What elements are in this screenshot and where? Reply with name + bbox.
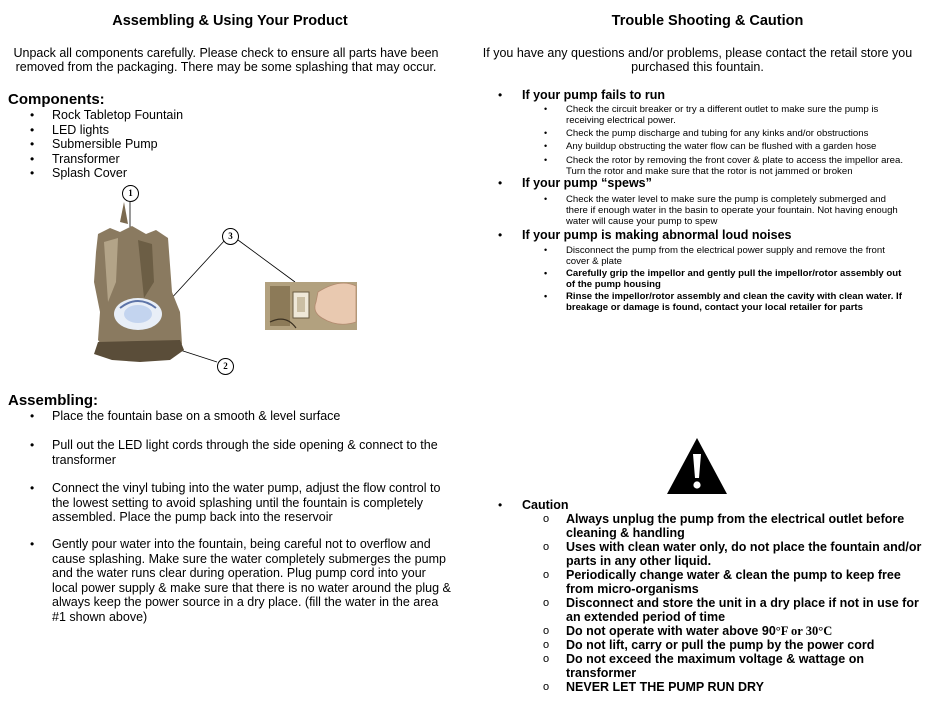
list-item: • Disconnect the pump from the electrical power supply and remove the front cover & plate	[544, 245, 885, 267]
assembling-heading: Assembling:	[8, 392, 99, 409]
list-item: • Check the circuit breaker or try a different outlet to make sure the pump is receiving electrical power.	[544, 104, 879, 126]
step-item: • Gently pour water into the fountain, being careful not to overflow and cause splashing. Make sure the water completely submerges the pump and the water runs clear during operation. Plug pump cord into your local power supply & make sure that there is no water around the plug & always keep the power source in a dry place. (fill the water in the area #1 shown above)	[30, 537, 451, 624]
section-items	[498, 104, 943, 177]
caution-item: o Uses with clean water only, do not place the fountain and/or parts in any other liquid.	[543, 540, 922, 568]
fountain-illustration	[90, 182, 370, 377]
list-item: • Submersible Pump	[30, 137, 158, 152]
components-heading: Components:	[8, 91, 105, 108]
right-title: Trouble Shooting & Caution	[611, 13, 804, 29]
caution-item: o Do not operate with water above 90°F or 30°C	[543, 624, 833, 638]
left-intro	[0, 46, 452, 74]
list-item: • Check the water level to make sure the pump is completely submerged and there if enough water in the basin to operate your fountain. Not having enough water will cause your pump to spew	[544, 194, 898, 227]
caution-item: o NEVER LET THE PUMP RUN DRY	[543, 680, 764, 694]
callout-2: 2	[217, 358, 234, 375]
caution-item: o Periodically change water & clean the pump to keep free from micro-organisms	[543, 568, 901, 596]
assembling-steps	[30, 409, 455, 424]
caution-section: • Caution o Always unplug the pump from the electrical outlet before cleaning & handling o Uses with clean water only, do not place the fountain and/or parts in any other liquid. o Periodically change water & clean the pump to keep free from micro-organisms o Disconnect and store the unit in a dry place if not in use for an extended period of time o Do not operate with water above 90°F or 30°C o Do not lift, carry or pull the pump by the power cord o Do not exceed the maximum voltage & wattage on transformer o NEVER LET THE PUMP RUN DRY	[498, 498, 943, 694]
section-items	[498, 194, 943, 227]
caution-item: o Do not lift, carry or pull the pump by the power cord	[543, 638, 875, 652]
step-item: • Place the fountain base on a smooth & level surface	[30, 409, 341, 423]
caution-item: o Do not exceed the maximum voltage & wattage on transformer	[543, 652, 864, 680]
list-item: • Transformer	[30, 151, 120, 166]
list-item: • Rock Tabletop Fountain	[30, 108, 184, 122]
intro-line: purchased this fountain.	[631, 60, 764, 74]
trouble-section: • If your pump “spews” • Check the water level to make sure the pump is completely submerged and there if enough water in the basin to operate your fountain. Not having enough water will cause your pump to spew	[498, 176, 943, 227]
caution-item: o Always unplug the pump from the electrical outlet before cleaning & handling	[543, 512, 905, 540]
trouble-section: • If your pump fails to run • Check the circuit breaker or try a different outlet to make sure the pump is receiving electrical power. • Check the pump discharge and tubing for any kinks and/or obstructions • Any buildup obstructing the water flow can be flushed with a garden hose • Check the rotor by removing the front cover & plate to access the impellor area. Turn the rotor and make sure that the rotor is not jammed or broken	[498, 88, 943, 177]
callout-3: 3	[222, 228, 239, 245]
section-heading: If your pump fails to run	[522, 88, 666, 102]
list-item: • Check the pump discharge and tubing for any kinks and/or obstructions	[544, 128, 869, 139]
assembling-steps	[30, 537, 455, 625]
list-item: • Any buildup obstructing the water flow can be flushed with a garden hose	[544, 141, 877, 152]
caution-item: o Disconnect and store the unit in a dry place if not in use for an extended period of time	[543, 596, 919, 624]
warning-icon	[665, 436, 729, 496]
step-item: • Pull out the LED light cords through the side opening & connect to the transformer	[30, 438, 438, 467]
intro-line: Unpack all components carefully. Please check to ensure all parts have been	[13, 46, 439, 60]
left-title: Assembling & Using Your Product	[112, 13, 348, 29]
assembling-steps	[30, 481, 455, 525]
right-intro	[470, 46, 925, 74]
step-item: • Connect the vinyl tubing into the water pump, adjust the flow control to the lowest setting to avoid splashing until the fountain is completely assembled. Place the pump back into the reservoir	[30, 481, 441, 525]
list-item: • Carefully grip the impellor and gently pull the impellor/rotor assembly out of the pump housing	[544, 268, 902, 290]
section-heading: If your pump is making abnormal loud noises	[522, 228, 792, 242]
list-item: • Splash Cover	[30, 166, 128, 181]
section-heading: If your pump “spews”	[522, 176, 652, 190]
list-item: • Rinse the impellor/rotor assembly and clean the cavity with clean water. If breakage or damage is found, contact your local retailer for parts	[544, 291, 902, 313]
components-list	[30, 108, 183, 181]
caution-heading: Caution	[522, 498, 569, 512]
list-item: • LED lights	[30, 122, 109, 137]
trouble-section: • If your pump is making abnormal loud noises • Disconnect the pump from the electrical power supply and remove the front cover & plate • Carefully grip the impellor and gently pull the impellor/rotor assembly out of the pump housing • Rinse the impellor/rotor assembly and clean the cavity with clean water. If breakage or damage is found, contact your local retailer for parts	[498, 228, 943, 313]
intro-line: removed from the packaging. There may be some splashing that may occur.	[15, 60, 437, 74]
list-item: • Check the rotor by removing the front cover & plate to access the impellor area. Turn the rotor and make sure that the rotor is not jammed or broken	[544, 155, 904, 177]
intro-line: If you have any questions and/or problems, please contact the retail store you	[482, 46, 913, 60]
caution-list	[498, 512, 943, 694]
section-items	[498, 245, 943, 313]
assembling-steps	[30, 438, 455, 467]
callout-1: 1	[122, 185, 139, 202]
